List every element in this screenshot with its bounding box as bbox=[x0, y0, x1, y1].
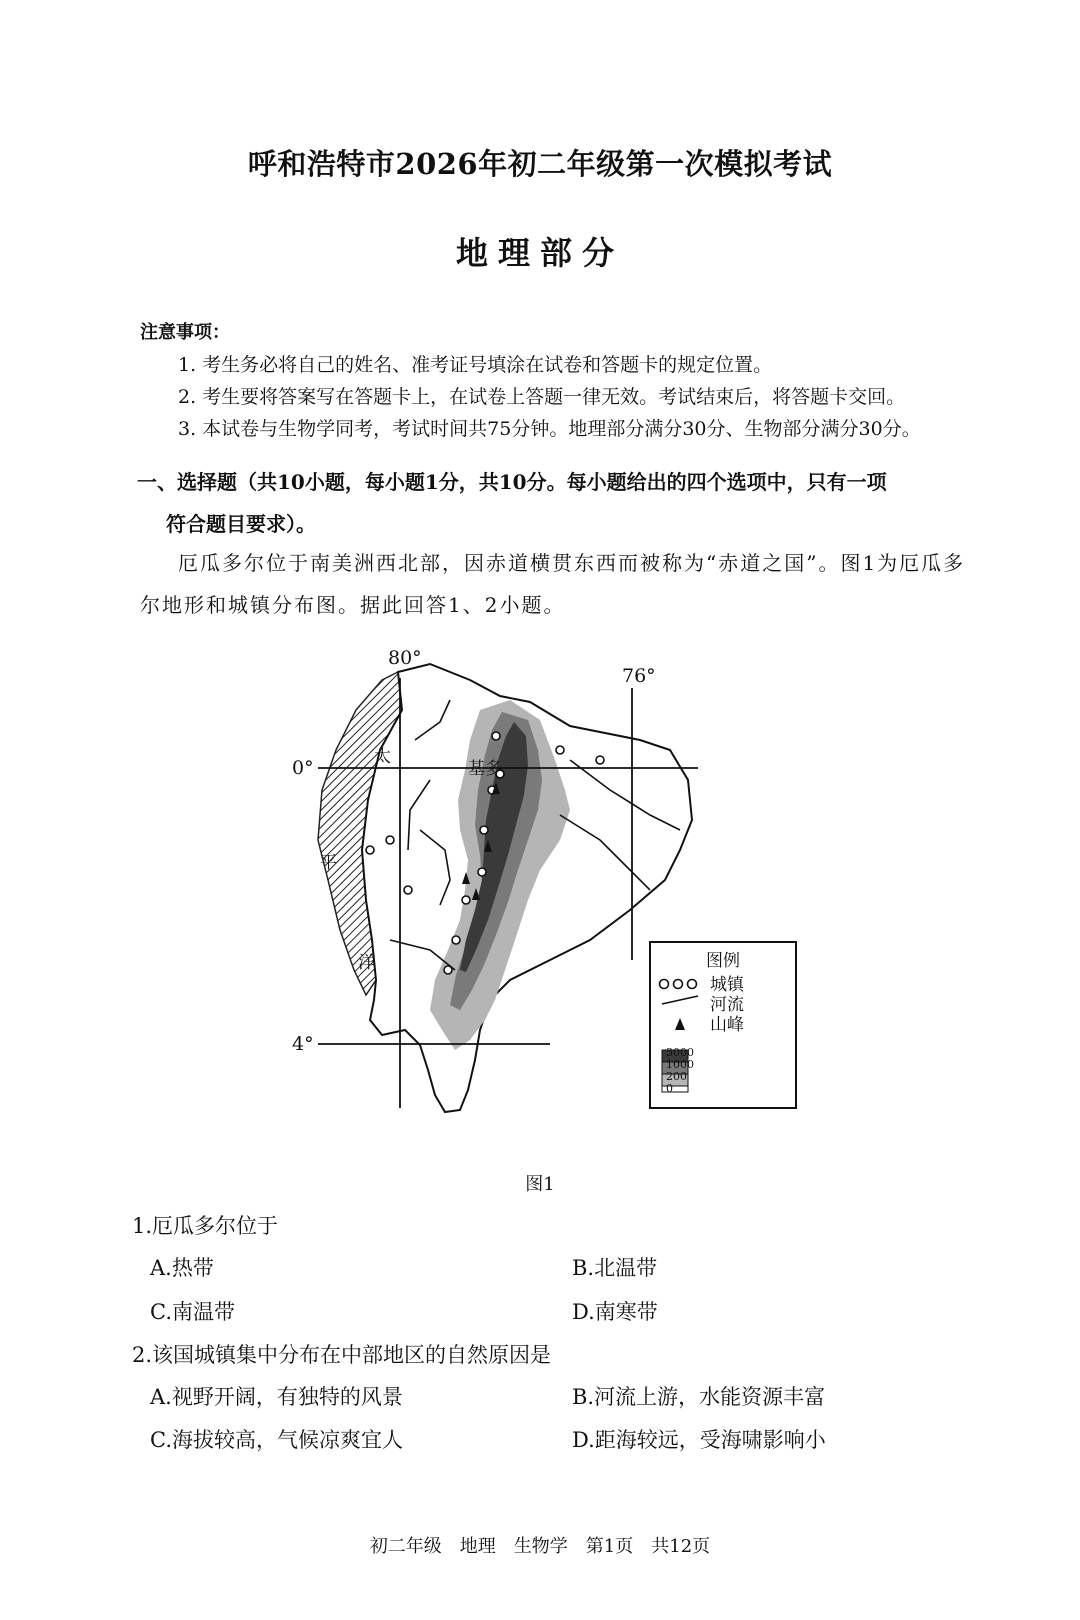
intro-paragraph: 厄瓜多尔位于南美洲西北部，因赤道横贯东西而被称为“赤道之国”。图1为厄瓜多尔地形和城镇分布图。据此回答1、2小题。 bbox=[140, 551, 966, 617]
legend-river-label: 河流 bbox=[710, 995, 744, 1015]
town bbox=[386, 836, 394, 844]
option-c: C.海拔较高，气候凉爽宜人 bbox=[150, 1428, 403, 1452]
notice-item: 3. 本试卷与生物学同考，考试时间共75分钟。地理部分满分30分、生物部分满分30分。 bbox=[178, 418, 921, 440]
option-b: B.河流上游，水能资源丰富 bbox=[572, 1385, 826, 1409]
option-a: A.热带 bbox=[150, 1256, 214, 1280]
legend-elev-label: 0 bbox=[666, 1082, 673, 1095]
page-footer: 初二年级 地理 生物学 第1页 共12页 bbox=[369, 1536, 711, 1557]
town bbox=[480, 826, 488, 834]
lon-label-80: 80° bbox=[388, 647, 422, 669]
ocean-char: 洋 bbox=[358, 953, 375, 973]
option-c: C.南温带 bbox=[150, 1300, 235, 1324]
section-subtitle: 地理部分 bbox=[455, 234, 624, 272]
notice-item: 1. 考生务必将自己的姓名、准考证号填涂在试卷和答题卡的规定位置。 bbox=[178, 354, 773, 376]
legend-elev-label: 3000 bbox=[666, 1046, 694, 1059]
legend-town-icon bbox=[674, 980, 683, 989]
town bbox=[366, 846, 374, 854]
option-d: D.南寒带 bbox=[572, 1300, 658, 1324]
legend-peak-label: 山峰 bbox=[710, 1015, 744, 1035]
lat-label-0: 0° bbox=[292, 757, 314, 779]
town bbox=[404, 886, 412, 894]
capital-label: 基多 bbox=[468, 759, 502, 779]
legend-title: 图例 bbox=[706, 951, 740, 971]
option-a: A.视野开阔，有独特的风景 bbox=[150, 1385, 403, 1409]
legend-town-icon bbox=[688, 980, 697, 989]
town bbox=[492, 732, 500, 740]
town bbox=[462, 896, 470, 904]
figure-caption: 图1 bbox=[525, 1174, 555, 1195]
exam-title: 呼和浩特市2026年初二年级第一次模拟考试 bbox=[247, 147, 833, 181]
legend-town-label: 城镇 bbox=[710, 975, 744, 995]
option-b: B.北温带 bbox=[572, 1256, 658, 1280]
ecuador-map bbox=[270, 640, 810, 1120]
question-stem: 1.厄瓜多尔位于 bbox=[132, 1214, 279, 1238]
ocean-char: 太 bbox=[374, 747, 391, 767]
legend-elev-label: 200 bbox=[666, 1070, 687, 1083]
legend-elev-label: 1000 bbox=[666, 1058, 694, 1071]
legend-town-icon bbox=[660, 980, 669, 989]
lat-label-4: 4° bbox=[292, 1033, 314, 1055]
ocean-char: 平 bbox=[320, 853, 337, 873]
town bbox=[556, 746, 564, 754]
town bbox=[444, 966, 452, 974]
town bbox=[478, 868, 486, 876]
question-stem: 2.该国城镇集中分布在中部地区的自然原因是 bbox=[132, 1343, 552, 1367]
option-d: D.距海较远，受海啸影响小 bbox=[572, 1428, 826, 1452]
section-heading: 一、选择题（共10小题，每小题1分，共10分。每小题给出的四个选项中，只有一项 bbox=[137, 470, 887, 494]
notice-item: 2. 考生要将答案写在答题卡上，在试卷上答题一律无效。考试结束后，将答题卡交回。 bbox=[178, 386, 906, 408]
lon-label-76: 76° bbox=[622, 665, 656, 687]
town bbox=[596, 756, 604, 764]
map-legend bbox=[650, 942, 796, 1108]
section-heading-cont: 符合题目要求）。 bbox=[166, 512, 316, 536]
notice-heading: 注意事项： bbox=[140, 322, 230, 343]
town bbox=[452, 936, 460, 944]
